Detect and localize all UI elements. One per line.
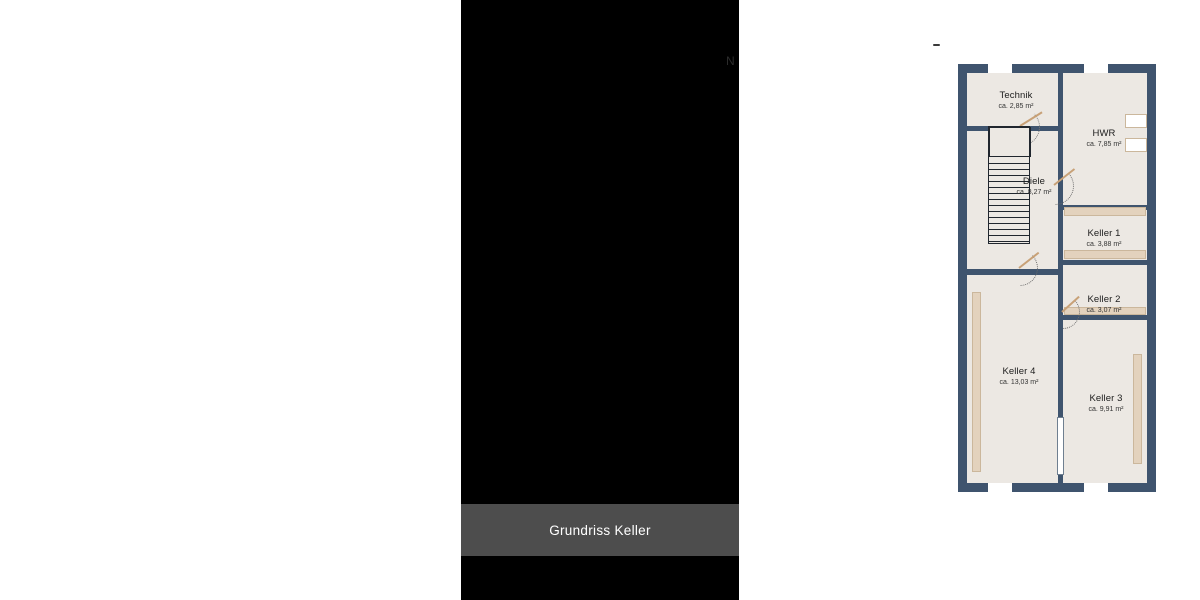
room-label-keller4: Keller 4 ca. 13,03 m² <box>999 366 1039 386</box>
window-south-right <box>1084 483 1108 492</box>
stair-step <box>989 199 1029 200</box>
stair-step <box>989 169 1029 170</box>
window-north-left <box>988 64 1012 73</box>
stair-step <box>989 211 1029 212</box>
room-label-diele: Diele ca. 8,27 m² <box>1016 176 1052 196</box>
keller1-shelf-bottom <box>1064 250 1146 259</box>
room-label-technik: Technik ca. 2,85 m² <box>998 90 1034 110</box>
stair-step <box>989 235 1029 236</box>
room-label-keller1: Keller 1 ca. 3,88 m² <box>1086 228 1122 248</box>
caption-label: Grundriss Keller <box>549 522 651 538</box>
viewer-bottom-area <box>461 556 739 600</box>
hwr-fixture-upper <box>1125 114 1147 128</box>
keller1-shelf-top <box>1064 207 1146 216</box>
wall-diele-south <box>967 269 1063 275</box>
wall-west <box>958 64 967 492</box>
viewer-topbar <box>461 0 739 56</box>
stair-step <box>989 217 1029 218</box>
wall-keller1-south <box>1063 260 1147 265</box>
window-north-right <box>1084 64 1108 73</box>
floorplan-body <box>958 64 1156 492</box>
stair-step <box>989 223 1029 224</box>
topbar-marker-left <box>933 44 940 46</box>
stair-step <box>989 229 1029 230</box>
window-south-left <box>988 483 1012 492</box>
stair-step <box>989 163 1029 164</box>
room-label-keller2: Keller 2 ca. 3,07 m² <box>1086 294 1122 314</box>
stair-step <box>989 205 1029 206</box>
floorplan-drawing <box>922 56 1200 504</box>
image-viewer <box>461 0 1124 600</box>
room-label-keller3: Keller 3 ca. 9,91 m² <box>1088 393 1124 413</box>
stair-step <box>989 241 1029 242</box>
stair-winder-1 <box>989 127 1031 157</box>
caption-bar <box>461 504 739 556</box>
door-opening-keller3 <box>1057 417 1064 475</box>
room-label-hwr: HWR ca. 7,85 m² <box>1086 128 1122 148</box>
wall-east <box>1147 64 1156 492</box>
north-indicator-label: N <box>726 54 735 68</box>
